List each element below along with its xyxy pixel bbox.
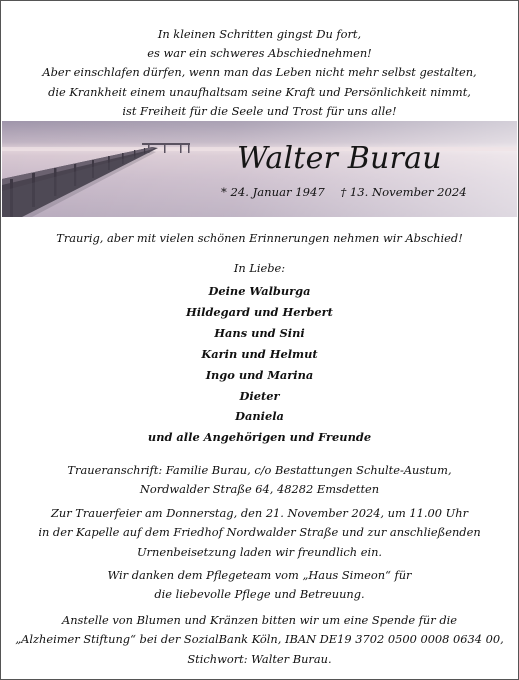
in-love-label: [1, 259, 518, 278]
in-love-text: In Liebe:: [233, 261, 286, 275]
ceremony-line: Urnenbeisetzung laden wir freundlich ein.: [136, 544, 383, 559]
family-member: Daniela: [235, 409, 284, 424]
family-member: Hildegard und Herbert: [186, 304, 333, 319]
thanks-text: [1, 566, 518, 605]
poem-line: die Krankheit einem unaufhaltsam seine Kraft und Persönlichkeit nimmt,: [48, 84, 471, 99]
family-member: und alle Angehörigen und Freunde: [147, 430, 372, 445]
address-line: Nordwalder Straße 64, 48282 Emsdetten: [139, 482, 380, 497]
address-line: Traueranschrift: Familie Burau, c/o Bestattungen Schulte-Austum,: [67, 463, 452, 477]
poem-line: In kleinen Schritten gingst Du fort,: [157, 27, 362, 41]
mourning-address: [1, 461, 518, 500]
death-date: † 13. November 2024: [340, 185, 467, 199]
birth-date: * 24. Januar 1947: [221, 185, 325, 199]
deceased-name: Walter Burau: [237, 141, 442, 176]
thanks-line: die liebevolle Pflege und Betreuung.: [154, 587, 365, 602]
ceremony-info: [1, 504, 518, 562]
poem-line: Aber einschlafen dürfen, wenn man das Leben nicht mehr selbst gestalten,: [42, 65, 477, 80]
family-member: Ingo und Marina: [205, 367, 314, 382]
ceremony-line: in der Kapelle auf dem Friedhof Nordwalder Straße und zur anschließenden: [38, 525, 481, 540]
poem: [1, 25, 518, 121]
poem-line: ist Freiheit für die Seele und Trost für uns alle!: [122, 103, 397, 118]
donation-line: Anstelle von Blumen und Kränzen bitten wir um eine Spende für die: [61, 613, 458, 627]
donation-line: Stichwort: Walter Burau.: [187, 651, 332, 666]
donation-line: „Alzheimer Stiftung“ bei der SozialBank Köln, IBAN DE19 3702 0500 0008 0634 00,: [15, 632, 504, 647]
farewell-line: Traurig, aber mit vielen schönen Erinnerungen nehmen wir Abschied!: [56, 231, 463, 245]
donation-request: [1, 611, 518, 669]
family-member: Deine Walburga: [208, 284, 311, 298]
farewell-text: [1, 229, 518, 248]
thanks-line: Wir danken dem Pflegeteam vom „Haus Simeon“ für: [107, 568, 412, 582]
life-dates: [221, 185, 479, 199]
family-list: [1, 281, 518, 448]
family-member: Dieter: [239, 388, 280, 403]
family-member: Hans und Sini: [214, 325, 305, 340]
poem-line: es war ein schweres Abschiednehmen!: [147, 46, 372, 61]
family-member: Karin und Helmut: [201, 346, 318, 361]
ceremony-line: Zur Trauerfeier am Donnerstag, den 21. November 2024, um 11.00 Uhr: [50, 506, 469, 520]
